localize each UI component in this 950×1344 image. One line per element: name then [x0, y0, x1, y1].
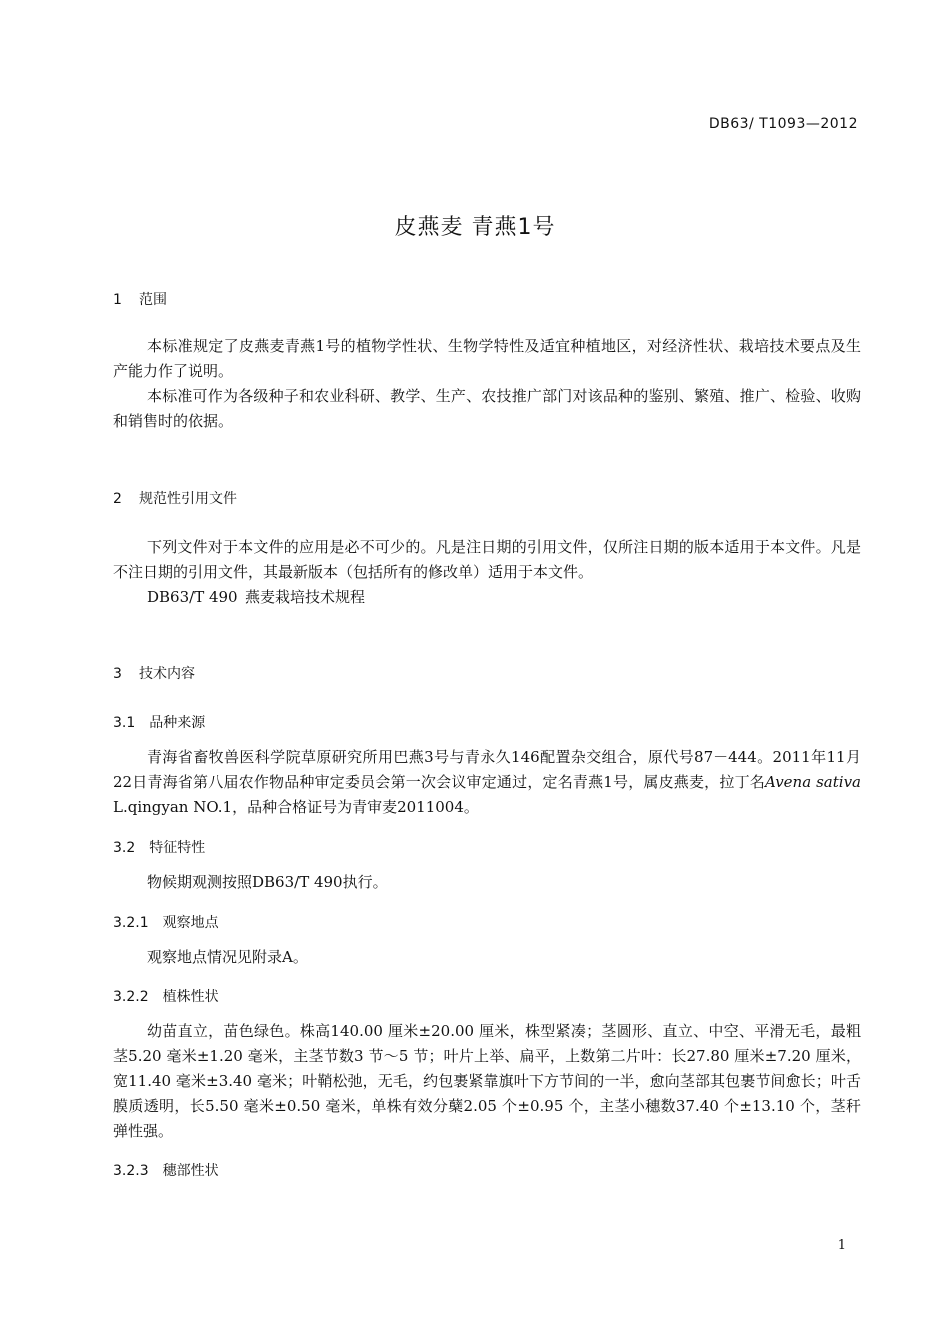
- section-title: 范围: [139, 292, 167, 308]
- section-number: 3: [113, 666, 122, 682]
- scope-paragraph-2: 本标准可作为各级种子和农业科研、教学、生产、农技推广部门对该品种的鉴别、繁殖、推广、检验、收购和销售时的依据。: [113, 387, 861, 430]
- section-number: 3.2.3: [113, 1163, 149, 1179]
- section-title: 品种来源: [149, 715, 206, 731]
- section-3-2-2-heading: [113, 986, 219, 1006]
- section-title: 规范性引用文件: [139, 491, 237, 507]
- normative-reference: [147, 585, 365, 610]
- reference-title: 燕麦栽培技术规程: [245, 588, 366, 606]
- section-title: 技术内容: [139, 666, 195, 682]
- section-number: 2: [113, 491, 122, 507]
- section-title: 观察地点: [162, 915, 219, 931]
- section-1-heading: [113, 289, 167, 309]
- section-number: 1: [113, 292, 122, 308]
- section-3-2-heading: [113, 837, 205, 857]
- section-number: 3.2.1: [113, 915, 149, 931]
- reference-code: DB63/T 490: [147, 588, 238, 606]
- section-title: 穗部性状: [162, 1163, 219, 1179]
- page-number: 1: [837, 1238, 846, 1253]
- section-3-2-1-heading: [113, 912, 219, 932]
- latin-name: Avena sativa: [764, 773, 861, 791]
- scope-paragraph-1: 本标准规定了皮燕麦青燕1号的植物学性状、生物学特性及适宜种植地区，对经济性状、栽培技术要点及生产能力作了说明。: [113, 337, 861, 380]
- observation-site-paragraph: 观察地点情况见附录A。: [147, 948, 308, 966]
- section-title: 植株性状: [162, 989, 219, 1005]
- section-number: 3.2: [113, 840, 136, 856]
- phenology-paragraph: 物候期观测按照DB63/T 490执行。: [147, 873, 388, 891]
- section-3-2-3-heading: [113, 1160, 219, 1180]
- section-3-heading: [113, 663, 195, 683]
- section-number: 3.1: [113, 715, 136, 731]
- variety-source-text: 青海省畜牧兽医科学院草原研究所用巴燕3号与青永久146配置杂交组合，原代号87－444。2011年11月22日青海省第八届农作物品种审定委员会第一次会议审定通过，定名青燕1号，属皮燕麦，拉丁名: [113, 748, 861, 791]
- section-number: 3.2.2: [113, 989, 149, 1005]
- section-3-1-heading: [113, 712, 205, 732]
- document-title: 皮燕麦 青燕1号: [394, 215, 556, 240]
- normative-paragraph: 下列文件对于本文件的应用是必不可少的。凡是注日期的引用文件，仅所注日期的版本适用于本文件。凡是不注日期的引用文件，其最新版本（包括所有的修改单）适用于本文件。: [113, 538, 861, 581]
- standard-code: DB63/ T1093—2012: [708, 116, 858, 132]
- plant-traits-paragraph: 幼苗直立，苗色绿色。株高140.00 厘米±20.00 厘米，株型紧凑；茎圆形、直立、中空、平滑无毛，最粗茎5.20 毫米±1.20 毫米，主茎节数3 节～5 节；叶片上举、扁平，上数第二片叶：长27.80 厘米±7.20 厘米，宽11.40 毫米±3.40 毫米；叶鞘松弛，无毛，约包裹紧靠旗叶下方节间的一半，愈向茎部其包裹节间愈长；叶舌膜质透明，长5.50 毫米±0.50 毫米，单株有效分蘖2.05 个±0.95 个，主茎小穗数37.40 个±13.10 个，茎秆弹性强。: [113, 1022, 861, 1140]
- variety-source-paragraph: [113, 745, 861, 820]
- section-title: 特征特性: [149, 840, 206, 856]
- variety-source-text-end: L.qingyan NO.1，品种合格证号为青审麦2011004。: [113, 798, 479, 816]
- section-2-heading: [113, 488, 237, 508]
